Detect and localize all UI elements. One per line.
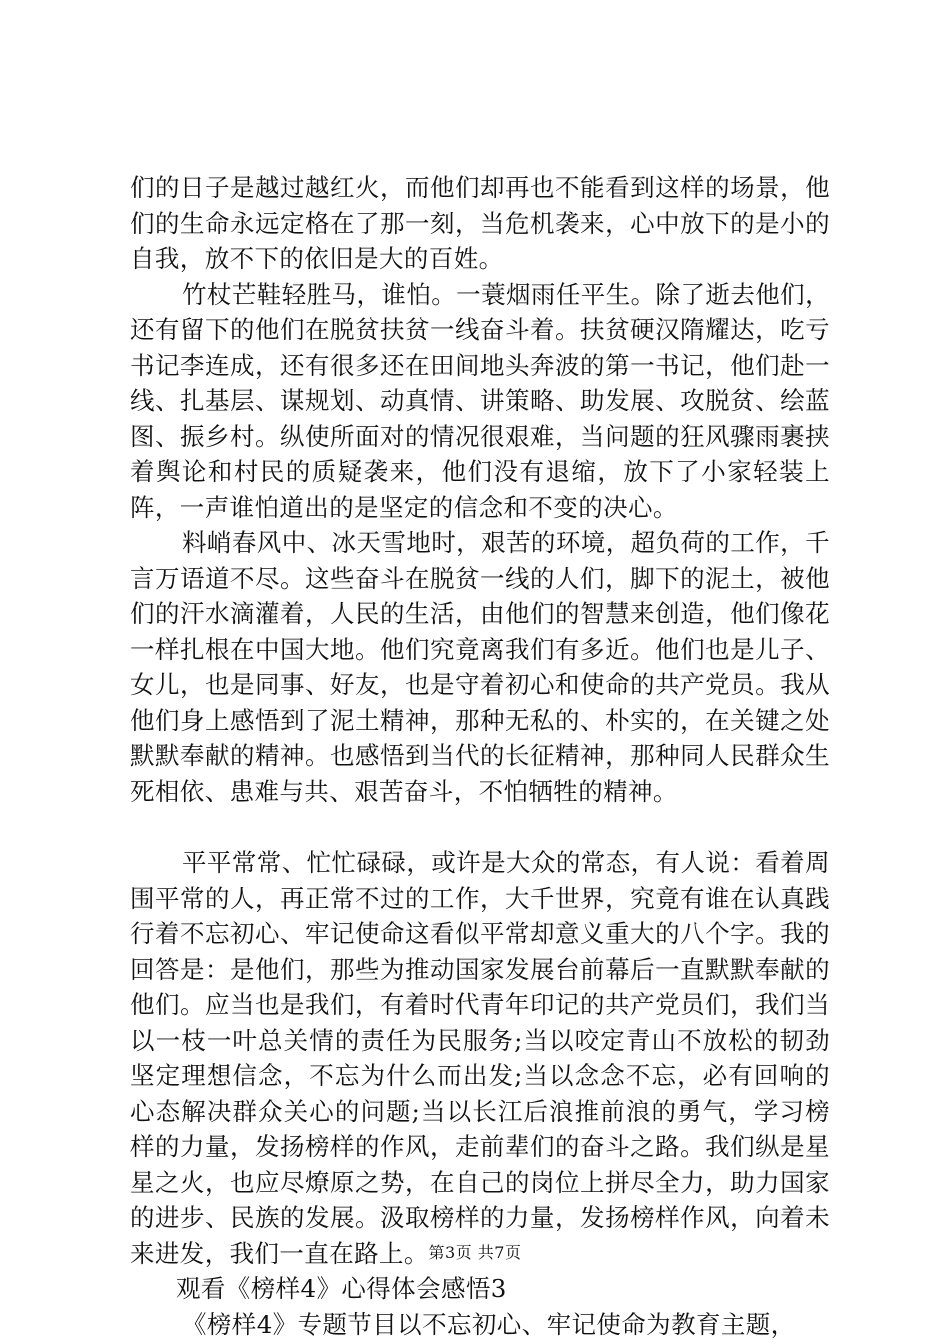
paragraph-gap	[130, 809, 830, 845]
section-title: 观看《榜样4》心得体会感悟3	[176, 1274, 507, 1303]
paragraph-poverty-fighters: 竹杖芒鞋轻胜马，谁怕。一蓑烟雨任平生。除了逝去他们，还有留下的他们在脱贫扶贫一线奋斗着。扶贫硬汉隋耀达，吃亏书记李连成，还有很多还在田间地头奔波的第一书记，他们赴一线、扎基层、谋规划、动真情、讲策略、助发展、攻脱贫、绘蓝图、振乡村。纵使所面对的情况很艰难，当问题的狂风骤雨裹挟着舆论和村民的质疑袭来，他们没有退缩，放下了小家轻装上阵，一声谁怕道出的是坚定的信念和不变的决心。	[130, 279, 830, 522]
page-footer: 第3页 共7页	[428, 1243, 522, 1262]
document-body	[130, 170, 830, 1342]
paragraph-continuation: 们的日子是越过越红火，而他们却再也不能看到这样的场景，他们的生命永远定格在了那一刻，当危机袭来，心中放下的是小的自我，放不下的依旧是大的百姓。	[130, 173, 830, 273]
paragraph-section-intro: 《榜样4》专题节目以不忘初心、牢记使命为教育主题，	[182, 1309, 796, 1339]
paragraph-reflection: 平平常常、忙忙碌碌，或许是大众的常态，有人说：看着周围平常的人，再正常不过的工作，大千世界，究竟有谁在认真践行着不忘初心、牢记使命这看似平常却意义重大的八个字。我的回答是：是他们，那些为推动国家发展台前幕后一直默默奉献的他们。应当也是我们，有着时代青年印记的共产党员们，我们当以一枝一叶总关情的责任为民服务;当以咬定青山不放松的韧劲坚定理想信念，不忘为什么而出发;当以念念不忘，必有回响的心态解决群众关心的问题;当以长江后浪推前浪的勇气，学习榜样的力量，发扬榜样的作风，走前辈们的奋斗之路。我们纵是星星之火，也应尽燎原之势，在自己的岗位上拼尽全力，助力国家的进步、民族的发展。汲取榜样的力量，发扬榜样作风，向着未来进发，我们一直在路上。	[130, 848, 830, 1268]
paragraph-spirit: 料峭春风中、冰天雪地时，艰苦的环境，超负荷的工作，千言万语道不尽。这些奋斗在脱贫一线的人们，脚下的泥土，被他们的汗水滴灌着，人民的生活，由他们的智慧来创造，他们像花一样扎根在中国大地。他们究竟离我们有多近。他们也是儿子、女儿，也是同事、好友，也是守着初心和使命的共产党员。我从他们身上感悟到了泥土精神，那种无私的、朴实的，在关键之处默默奉献的精神。也感悟到当代的长征精神，那种同人民群众生死相依、患难与共、艰苦奋斗，不怕牺牲的精神。	[130, 528, 830, 806]
